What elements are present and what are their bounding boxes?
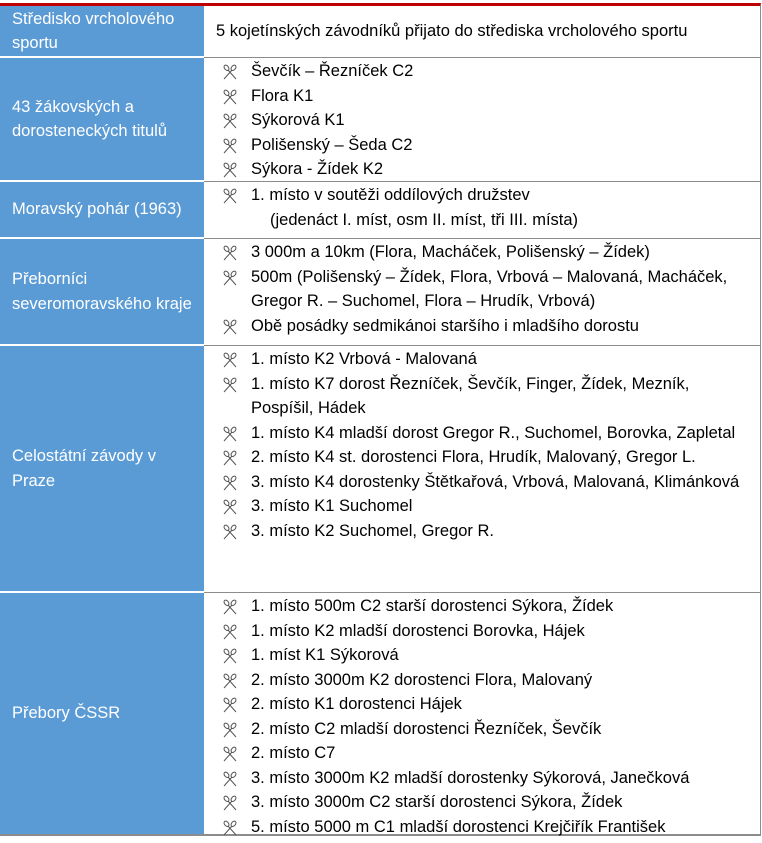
crossed-paddles-icon	[222, 187, 238, 203]
list-item: Obě posádky sedmikánoi staršího i mladšího dorostu	[216, 314, 754, 339]
list-item: Sýkorová K1	[216, 108, 754, 133]
row-label: Celostátní závody v Praze	[0, 346, 204, 593]
crossed-paddles-icon	[222, 63, 238, 79]
list-item: 1. místo v soutěži oddílových družstev	[216, 183, 754, 208]
crossed-paddles-icon	[222, 161, 238, 177]
crossed-paddles-icon	[222, 498, 238, 514]
list-item: 3. místo K1 Suchomel	[216, 494, 754, 519]
achievements-table	[0, 3, 761, 836]
crossed-paddles-icon	[222, 474, 238, 490]
crossed-paddles-icon	[222, 696, 238, 712]
list-item: 5. místo 5000 m C1 mladší dorostenci Krejčiřík František	[216, 815, 754, 840]
crossed-paddles-icon	[222, 376, 238, 392]
crossed-paddles-icon	[222, 112, 238, 128]
achievement-list	[216, 59, 754, 182]
crossed-paddles-icon	[222, 351, 238, 367]
list-item: 1. místo K7 dorost Řezníček, Ševčík, Finger, Žídek, Mezník, Pospíšil, Hádek	[216, 372, 754, 421]
list-item: 3 000m a 10km (Flora, Macháček, Polišenský – Žídek)	[216, 240, 754, 265]
crossed-paddles-icon	[222, 794, 238, 810]
list-item: 2. místo C2 mladší dorostenci Řezníček, Ševčík	[216, 717, 754, 742]
list-item: 2. místo 3000m K2 dorostenci Flora, Malovaný	[216, 668, 754, 693]
list-item: 1. místo K2 mladší dorostenci Borovka, Hájek	[216, 619, 754, 644]
table-row-celostatni	[0, 346, 760, 593]
crossed-paddles-icon	[222, 647, 238, 663]
row-label: Moravský pohár (1963)	[0, 182, 204, 239]
list-item: 1. místo K2 Vrbová - Malovaná	[216, 347, 754, 372]
crossed-paddles-icon	[222, 269, 238, 285]
crossed-paddles-icon	[222, 449, 238, 465]
achievement-list	[216, 240, 754, 338]
list-item: 2. místo K4 st. dorostenci Flora, Hrudík, Malovaný, Gregor L.	[216, 445, 754, 470]
continuation-text: (jedenáct I. míst, osm II. míst, tři III. místa)	[270, 210, 579, 229]
row-content	[204, 593, 760, 834]
list-item: 3. místo 3000m K2 mladší dorostenky Sýkorová, Janečková	[216, 766, 754, 791]
row-label: 43 žákovských a dorosteneckých titulů	[0, 58, 204, 182]
achievement-list	[216, 347, 754, 543]
crossed-paddles-icon	[222, 745, 238, 761]
row-content	[204, 182, 760, 238]
crossed-paddles-icon	[222, 137, 238, 153]
list-item: Sýkora - Žídek K2	[216, 157, 754, 182]
table-row-prebory-cssr	[0, 593, 760, 834]
table-row-strediskovs	[0, 6, 760, 58]
crossed-paddles-icon	[222, 244, 238, 260]
list-item: Flora K1	[216, 84, 754, 109]
table-row-moravsky-pohar	[0, 182, 760, 239]
list-item: 1. míst K1 Sýkorová	[216, 643, 754, 668]
table-row-prebornici	[0, 239, 760, 346]
list-item: 1. místo 500m C2 starší dorostenci Sýkora, Žídek	[216, 594, 754, 619]
crossed-paddles-icon	[222, 770, 238, 786]
crossed-paddles-icon	[222, 88, 238, 104]
crossed-paddles-icon	[222, 523, 238, 539]
row-label: Přebory ČSSR	[0, 593, 204, 834]
crossed-paddles-icon	[222, 721, 238, 737]
row-text: 5 kojetínských závodníků přijato do střediska vrcholového sportu	[216, 22, 688, 41]
row-label: Středisko vrcholového sportu	[0, 6, 204, 58]
crossed-paddles-icon	[222, 598, 238, 614]
row-content	[204, 346, 760, 592]
crossed-paddles-icon	[222, 672, 238, 688]
achievement-list	[216, 183, 754, 208]
list-item: 2. místo C7	[216, 741, 754, 766]
achievement-list	[216, 594, 754, 839]
list-item: 1. místo K4 mladší dorost Gregor R., Suchomel, Borovka, Zapletal	[216, 421, 754, 446]
list-item: 3. místo 3000m C2 starší dorostenci Sýkora, Žídek	[216, 790, 754, 815]
crossed-paddles-icon	[222, 318, 238, 334]
list-item: 500m (Polišenský – Žídek, Flora, Vrbová – Malovaná, Macháček, Gregor R. – Suchomel, Flora – Hrudík, Vrbová)	[216, 265, 754, 314]
list-item: Polišenský – Šeda C2	[216, 133, 754, 158]
row-content	[204, 239, 760, 345]
row-content	[204, 58, 760, 181]
crossed-paddles-icon	[222, 425, 238, 441]
list-item: 3. místo K2 Suchomel, Gregor R.	[216, 519, 754, 544]
list-item: Ševčík – Řezníček C2	[216, 59, 754, 84]
row-label: Přeborníci severomoravského kraje	[0, 239, 204, 346]
crossed-paddles-icon	[222, 819, 238, 835]
list-item: 2. místo K1 dorostenci Hájek	[216, 692, 754, 717]
list-item: 3. místo K4 dorostenky Štětkařová, Vrbová, Malovaná, Klimánková	[216, 470, 754, 495]
table-row-tituly	[0, 58, 760, 182]
crossed-paddles-icon	[222, 623, 238, 639]
row-content	[204, 6, 760, 57]
